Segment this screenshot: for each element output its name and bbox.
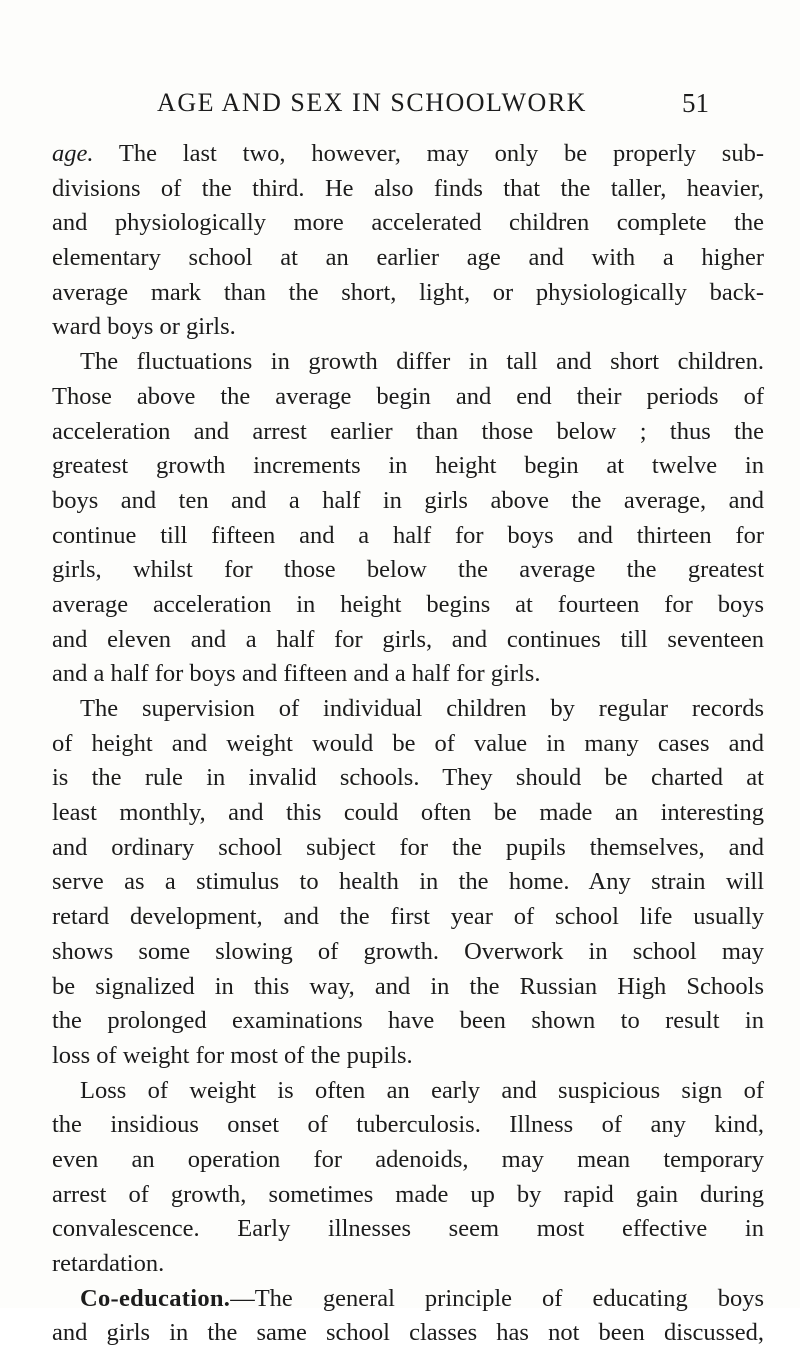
text-line: The supervision of individual children by regular records (80, 695, 764, 722)
paragraph-3 (52, 692, 764, 1074)
running-head-title: AGE AND SEX IN SCHOOLWORK (157, 88, 587, 117)
page-number: 51 (682, 88, 709, 118)
paragraph-2 (52, 345, 764, 692)
text-line: continue till fifteen and a half for boys and thirteen for (52, 521, 764, 549)
text-line: and girls in the same school classes has not been discussed, (52, 1319, 764, 1347)
text-line: retard development, and the first year of school life usually (52, 903, 764, 931)
text-line: arrest of growth, sometimes made up by rapid gain during (52, 1180, 764, 1208)
text-line: greatest growth increments in height begin at twelve in (52, 452, 764, 480)
text-line: even an operation for adenoids, may mean temporary (52, 1145, 764, 1173)
text-line: divisions of the third. He also finds that the taller, heavier, (52, 174, 764, 202)
paragraph-4 (52, 1074, 764, 1282)
paragraph-1 (52, 137, 764, 345)
text-line: be signalized in this way, and in the Russian High Schools (52, 972, 764, 1000)
text-line: age. The last two, however, may only be properly sub- (52, 140, 764, 167)
text-line: and physiologically more accelerated children complete the (52, 209, 764, 237)
text-line: and ordinary school subject for the pupils themselves, and (52, 833, 764, 861)
text-line: ward boys or girls. (52, 313, 236, 341)
text-line: Co-education.—The general principle of educating boys (80, 1284, 764, 1312)
text-line: average mark than the short, light, or physiologically back- (52, 278, 764, 306)
italic-word: age. (52, 140, 94, 167)
text-line: convalescence. Early illnesses seem most effective in (52, 1215, 764, 1243)
paragraph-5 (52, 1282, 764, 1351)
text-line: average acceleration in height begins at fourteen for boys (52, 590, 764, 618)
text-line: of height and weight would be of value in many cases and (52, 729, 764, 757)
text-line: least monthly, and this could often be made an interesting (52, 799, 764, 827)
text-line: Those above the average begin and end their periods of (52, 382, 764, 410)
text-line: loss of weight for most of the pupils. (52, 1041, 413, 1069)
body-text (52, 137, 764, 1351)
text-line: boys and ten and a half in girls above the average, and (52, 486, 764, 514)
text-line: shows some slowing of growth. Overwork in school may (52, 937, 764, 965)
section-heading: Co-education. (80, 1284, 231, 1312)
text-line: the prolonged examinations have been shown to result in (52, 1007, 764, 1035)
text-line: is the rule in invalid schools. They should be charted at (52, 764, 764, 792)
text-line: acceleration and arrest earlier than those below ; thus the (52, 417, 764, 445)
text-line: elementary school at an earlier age and with a higher (52, 244, 764, 272)
text-line: serve as a stimulus to health in the home. Any strain will (52, 868, 764, 896)
text-line: the insidious onset of tuberculosis. Illness of any kind, (52, 1111, 764, 1139)
text-line: The fluctuations in growth differ in tall and short children. (80, 348, 764, 376)
text-line: retardation. (52, 1250, 165, 1277)
text-line: and a half for boys and fifteen and a half for girls. (52, 660, 541, 688)
text-line: and eleven and a half for girls, and continues till seventeen (52, 625, 764, 653)
text-line: Loss of weight is often an early and suspicious sign of (80, 1076, 764, 1104)
text-line: girls, whilst for those below the average the greatest (52, 556, 764, 584)
